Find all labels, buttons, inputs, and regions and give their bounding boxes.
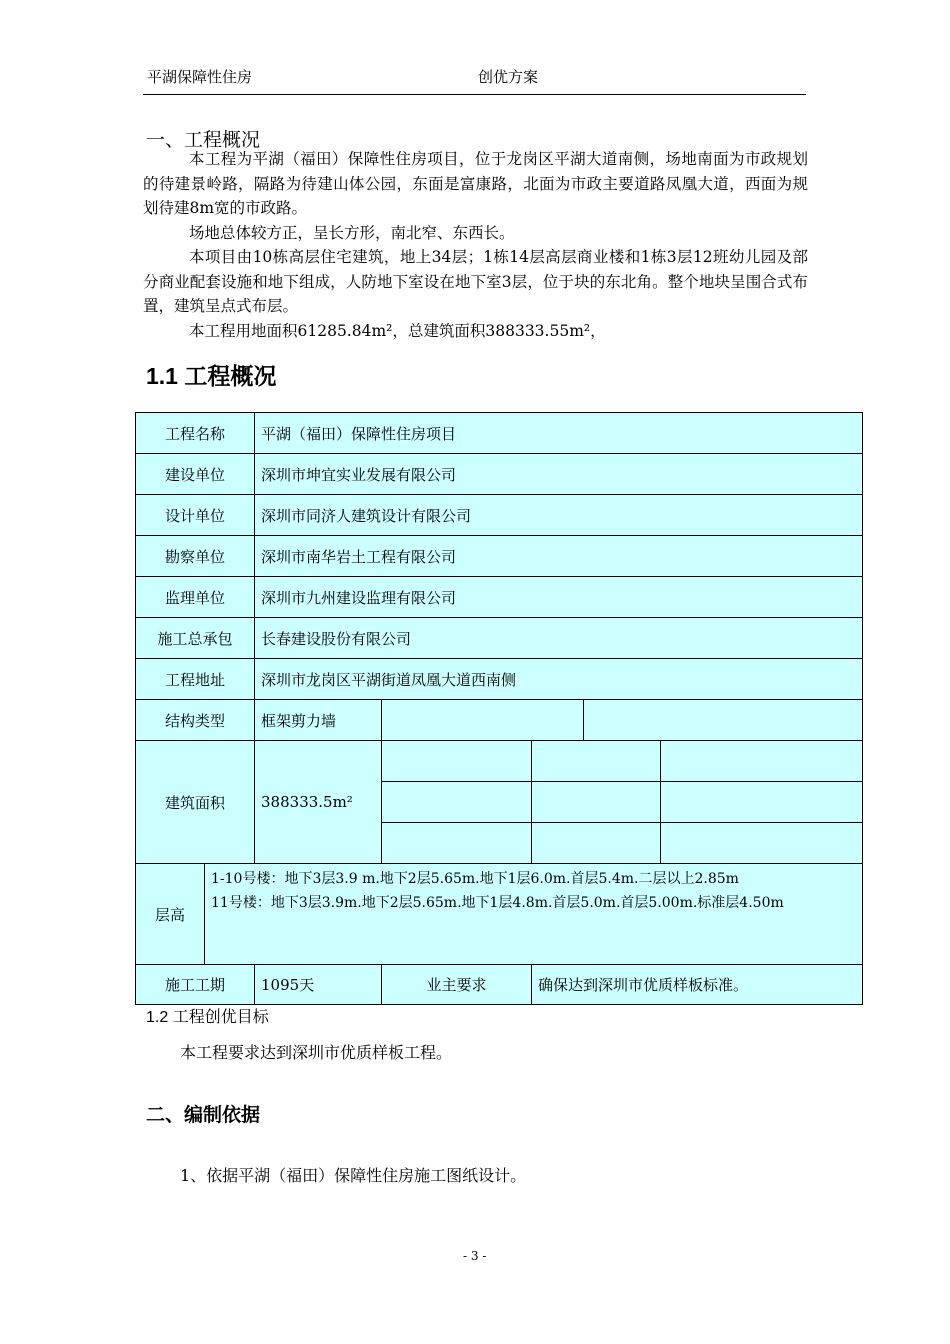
- header-rule: [143, 94, 806, 95]
- structure-value: 框架剪力墙: [255, 700, 382, 741]
- table-row: [136, 864, 863, 965]
- section-2-item: 1、依据平湖（福田）保障性住房施工图纸设计。: [180, 1166, 527, 1185]
- empty-cell: [584, 700, 863, 741]
- owner-requirement-label: 业主要求: [382, 965, 532, 1005]
- structure-label: 结构类型: [136, 700, 255, 741]
- floor-height-line: 1-10号楼：地下3层3.9 m.地下2层5.65m.地下1层6.0m.首层5.4m.二层以上2.85m: [211, 871, 739, 887]
- area-label: 建筑面积: [136, 741, 255, 864]
- row-label: 建设单位: [136, 454, 255, 495]
- project-info-table: [135, 412, 863, 1005]
- row-label: 监理单位: [136, 577, 255, 618]
- row-label: 勘察单位: [136, 536, 255, 577]
- table-row: [136, 577, 863, 618]
- table-row: [136, 454, 863, 495]
- row-value: 深圳市同济人建筑设计有限公司: [255, 495, 863, 536]
- table-row: [136, 741, 863, 782]
- empty-cell: [532, 823, 661, 864]
- row-value: 深圳市南华岩土工程有限公司: [255, 536, 863, 577]
- owner-requirement-value: 确保达到深圳市优质样板标准。: [532, 965, 863, 1005]
- subsection-1-2-title: 1.2 工程创优目标: [146, 1009, 269, 1026]
- floor-height-value: [205, 864, 863, 965]
- row-value: 平湖（福田）保障性住房项目: [255, 413, 863, 454]
- empty-cell: [532, 741, 661, 782]
- row-value: 深圳市坤宜实业发展有限公司: [255, 454, 863, 495]
- paragraph: 场地总体较方正，呈长方形，南北窄、东西长。: [189, 223, 515, 242]
- area-value: 388333.5m²: [255, 741, 382, 864]
- header-center: 创优方案: [478, 68, 539, 86]
- empty-cell: [661, 823, 863, 864]
- row-value: 长春建设股份有限公司: [255, 618, 863, 659]
- row-label: 工程名称: [136, 413, 255, 454]
- table-row: [136, 700, 863, 741]
- empty-cell: [382, 823, 532, 864]
- subsection-1-1-title: 1.1 工程概况: [146, 363, 277, 389]
- empty-cell: [661, 782, 863, 823]
- table-row: [136, 536, 863, 577]
- row-label: 设计单位: [136, 495, 255, 536]
- table-row: [136, 495, 863, 536]
- schedule-label: 施工工期: [136, 965, 255, 1005]
- table-row: [136, 618, 863, 659]
- page-number: - 3 -: [463, 1249, 487, 1263]
- section-1-title: 一、工程概况: [146, 129, 261, 151]
- empty-cell: [382, 741, 532, 782]
- floor-height-label: 层高: [136, 864, 205, 965]
- section-1-body: [143, 147, 808, 343]
- empty-cell: [532, 782, 661, 823]
- table-row: [136, 659, 863, 700]
- empty-cell: [382, 700, 584, 741]
- section-2-title: 二、编制依据: [146, 1105, 261, 1126]
- subsection-1-2-text: 本工程要求达到深圳市优质样板工程。: [180, 1043, 453, 1062]
- empty-cell: [661, 741, 863, 782]
- floor-height-line: 11号楼：地下3层3.9m.地下2层5.65m.地下1层4.8m.首层5.0m.首层5.00m.标准层4.50m: [211, 895, 784, 911]
- row-value: 深圳市九州建设监理有限公司: [255, 577, 863, 618]
- empty-cell: [382, 782, 532, 823]
- table-row: [136, 965, 863, 1005]
- row-value: 深圳市龙岗区平湖街道凤凰大道西南侧: [255, 659, 863, 700]
- table-row: [136, 413, 863, 454]
- paragraph: 本项目由10栋高层住宅建筑，地上34层；1栋14层高层商业楼和1栋3层12班幼儿园及部分商业配套设施和地下组成，人防地下室设在地下室3层，位于块的东北角。整个地块呈围合式布置，建筑呈点式布层。: [143, 248, 808, 315]
- schedule-value: 1095天: [255, 965, 382, 1005]
- paragraph: 本工程为平湖（福田）保障性住房项目，位于龙岗区平湖大道南侧，场地南面为市政规划的待建景岭路，隔路为待建山体公园，东面是富康路，北面为市政主要道路凤凰大道，西面为规划待建8m宽的市政路。: [143, 150, 808, 217]
- row-label: 工程地址: [136, 659, 255, 700]
- header-left: 平湖保障性住房: [147, 68, 253, 86]
- paragraph: 本工程用地面积61285.84m²，总建筑面积388333.55m²，: [189, 321, 606, 340]
- row-label: 施工总承包: [136, 618, 255, 659]
